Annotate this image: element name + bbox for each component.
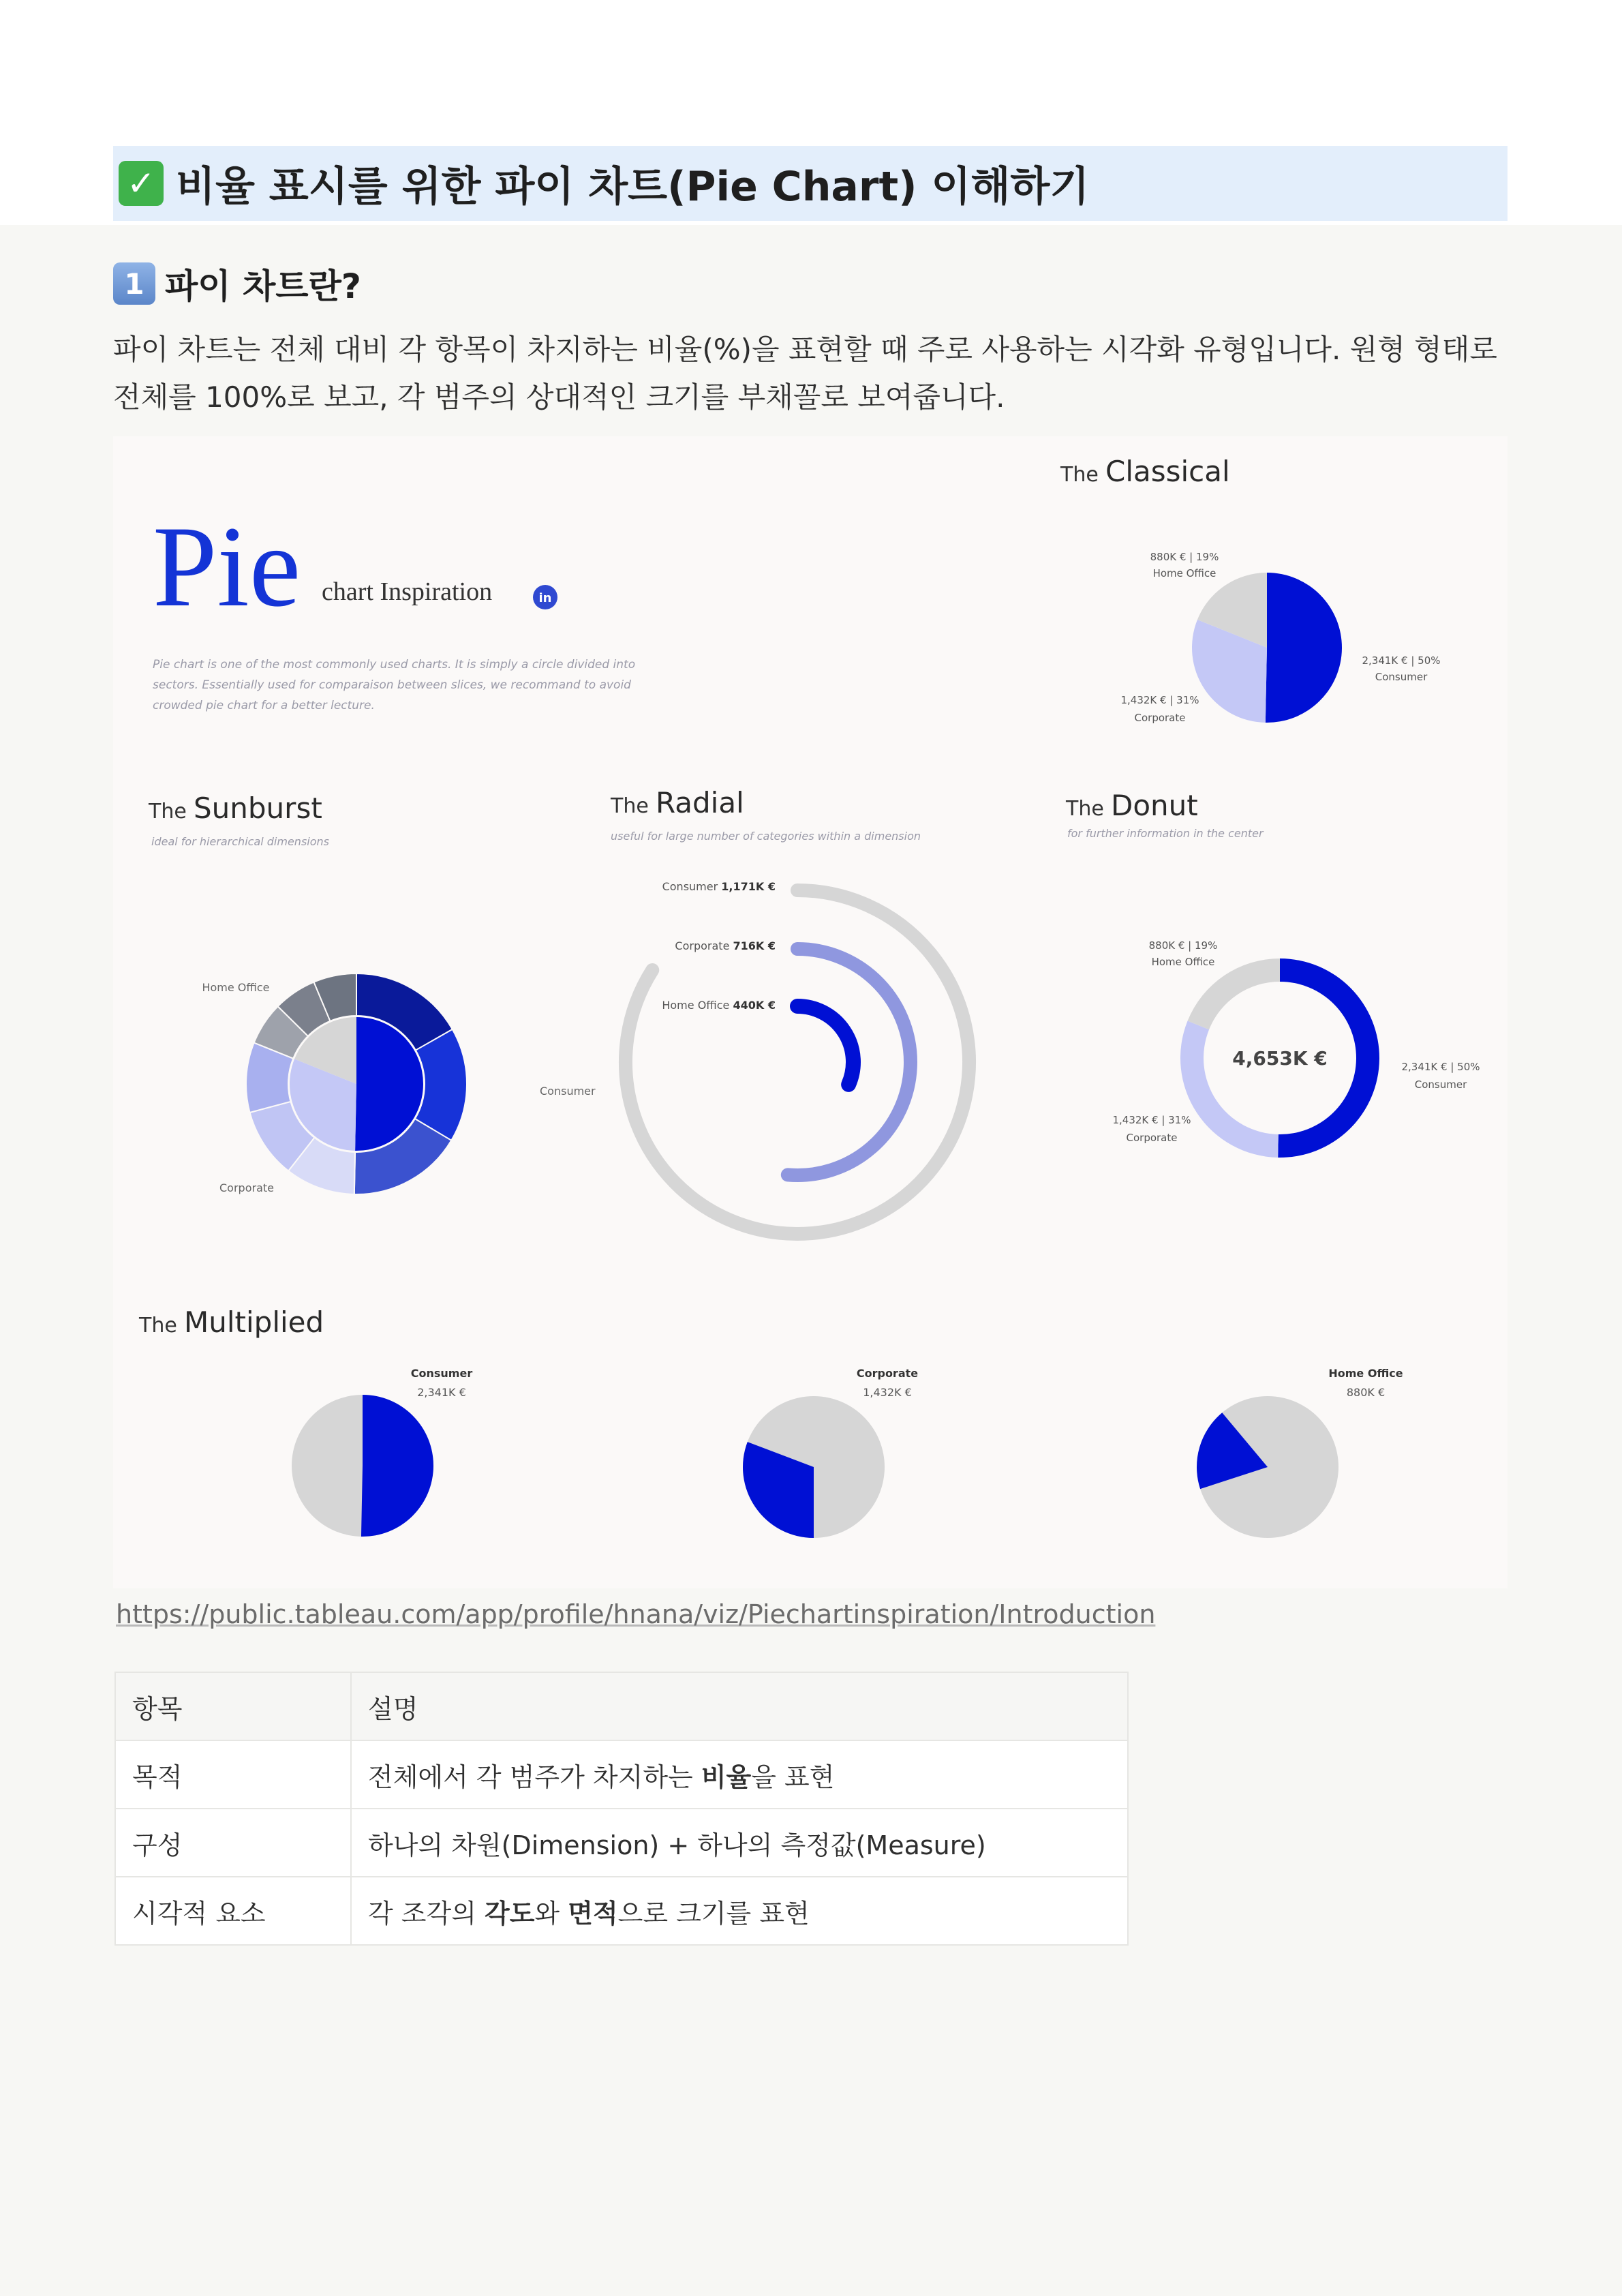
classical-pie (1192, 573, 1342, 723)
multiplied-labels (411, 1367, 1403, 1399)
pie-inspiration-figure (113, 436, 1508, 1588)
page-title: 비율 표시를 위한 파이 차트(Pie Chart) 이해하기 (176, 163, 1090, 211)
figure-description (153, 658, 635, 712)
sunburst-label-consumer: Consumer (540, 1085, 596, 1098)
intro-line-1: 파이 차트는 전체 대비 각 항목이 차지하는 비율(%)을 표현할 때 주로 사용하는 시각화 유형입니다. 원형 형태로 (113, 333, 1497, 366)
classical-title: Classical (1105, 455, 1230, 488)
sunburst-the: The (149, 800, 187, 824)
radial-title: Radial (656, 786, 744, 819)
header-block (153, 502, 492, 631)
intro-line-2: 전체를 100%로 보고, 각 범주의 상대적인 크기를 부채꼴로 보여줍니다. (113, 380, 1005, 414)
classical-the: The (1060, 463, 1099, 487)
figure-canvas (113, 436, 1508, 1588)
section-heading-text: 파이 차트란? (165, 267, 361, 306)
donut-title: Donut (1111, 789, 1198, 822)
classical-label-consumer-name: Consumer (1375, 671, 1428, 683)
multi-label-consumer-value: 2,341K € (417, 1386, 466, 1399)
source-link[interactable]: https://public.tableau.com/app/profile/hnana/viz/Piechartinspiration/Introduction (116, 1599, 1156, 1629)
classical-label-corporate-name: Corporate (1134, 712, 1186, 724)
radial-subtitle: useful for large number of categories within a dimension (611, 830, 921, 843)
sunburst-title: Sunburst (194, 791, 322, 825)
donut-label-consumer-value: 2,341K € | 50% (1401, 1061, 1480, 1073)
pie-big-title: Pie (153, 502, 301, 631)
multiplied-pie-slice-consumer (361, 1395, 433, 1537)
summary-table (114, 1672, 1129, 1946)
radial-labels (662, 880, 776, 1012)
classical-label-home-value: 880K € | 19% (1150, 551, 1219, 563)
multi-label-home-name: Home Office (1328, 1367, 1403, 1380)
table-cell-item: 시각적 요소 (115, 1877, 351, 1945)
table-cell-desc: 하나의 차원(Dimension) + 하나의 측정값(Measure) (351, 1809, 1128, 1877)
table-header-desc: 설명 (351, 1672, 1128, 1740)
multi-label-consumer-name: Consumer (410, 1367, 473, 1380)
number-one-icon: 1 (113, 262, 155, 305)
description-line-2: sectors. Essentially used for comparaison between slices, we recommand to avoid (153, 678, 631, 692)
sunburst-label-corporate: Corporate (219, 1181, 274, 1194)
multiplied-title: Multiplied (184, 1305, 324, 1339)
table-row (115, 1877, 1128, 1945)
pie-subtitle: chart Inspiration (322, 577, 493, 606)
checkmark-icon: ✓ (119, 161, 164, 206)
table-header-row (115, 1672, 1128, 1740)
donut-the: The (1066, 797, 1104, 821)
table-cell-item: 구성 (115, 1809, 351, 1877)
donut-label-home-value: 880K € | 19% (1148, 939, 1218, 952)
donut-label-corporate-name: Corporate (1126, 1132, 1178, 1144)
multiplied-charts (292, 1395, 1338, 1538)
multi-label-corporate-name: Corporate (856, 1367, 919, 1380)
table-row (115, 1809, 1128, 1877)
radial-bar-home-office (797, 1006, 853, 1085)
donut-center-total: 4,653K € (1232, 1047, 1328, 1070)
donut-subtitle: for further information in the center (1067, 827, 1264, 840)
table-cell-item: 목적 (115, 1740, 351, 1809)
radial-label-corporate: Corporate 716K € (675, 939, 776, 952)
intro-paragraph (113, 326, 1517, 421)
donut-slice-home-office (1188, 958, 1280, 1029)
donut-label-corporate-value: 1,432K € | 31% (1112, 1114, 1191, 1126)
multi-label-corporate-value: 1,432K € (863, 1386, 912, 1399)
radial-label-consumer: Consumer 1,171K € (662, 880, 776, 893)
donut-label-home-name: Home Office (1151, 956, 1215, 968)
classical-slice-consumer (1266, 573, 1342, 723)
multiplied-the: The (139, 1314, 177, 1338)
table-cell-desc: 전체에서 각 범주가 차지하는 비율을 표현 (351, 1740, 1128, 1809)
linkedin-icon-label: in (538, 591, 552, 605)
multi-label-home-value: 880K € (1346, 1386, 1386, 1399)
description-line-1: Pie chart is one of the most commonly used charts. It is simply a circle divided into (153, 658, 636, 671)
description-line-3: crowded pie chart for a better lecture. (153, 699, 375, 712)
sunburst-subtitle: ideal for hierarchical dimensions (151, 835, 329, 848)
page-title-bar (113, 146, 1508, 221)
classical-label-corporate-value: 1,432K € | 31% (1120, 694, 1199, 706)
radial-label-home: Home Office 440K € (662, 999, 776, 1012)
donut-label-consumer-name: Consumer (1414, 1078, 1467, 1091)
section-heading (113, 259, 361, 308)
table-cell-desc: 각 조각의 각도와 면적으로 크기를 표현 (351, 1877, 1128, 1945)
donut-slice-corporate (1180, 1021, 1279, 1158)
classical-label-home-name: Home Office (1152, 567, 1216, 579)
classical-label-consumer-value: 2,341K € | 50% (1362, 654, 1441, 667)
table-header-item: 항목 (115, 1672, 351, 1740)
table-row (115, 1740, 1128, 1809)
radial-the: The (611, 794, 649, 818)
sunburst-label-home: Home Office (202, 981, 270, 994)
sunburst-chart (246, 973, 467, 1194)
